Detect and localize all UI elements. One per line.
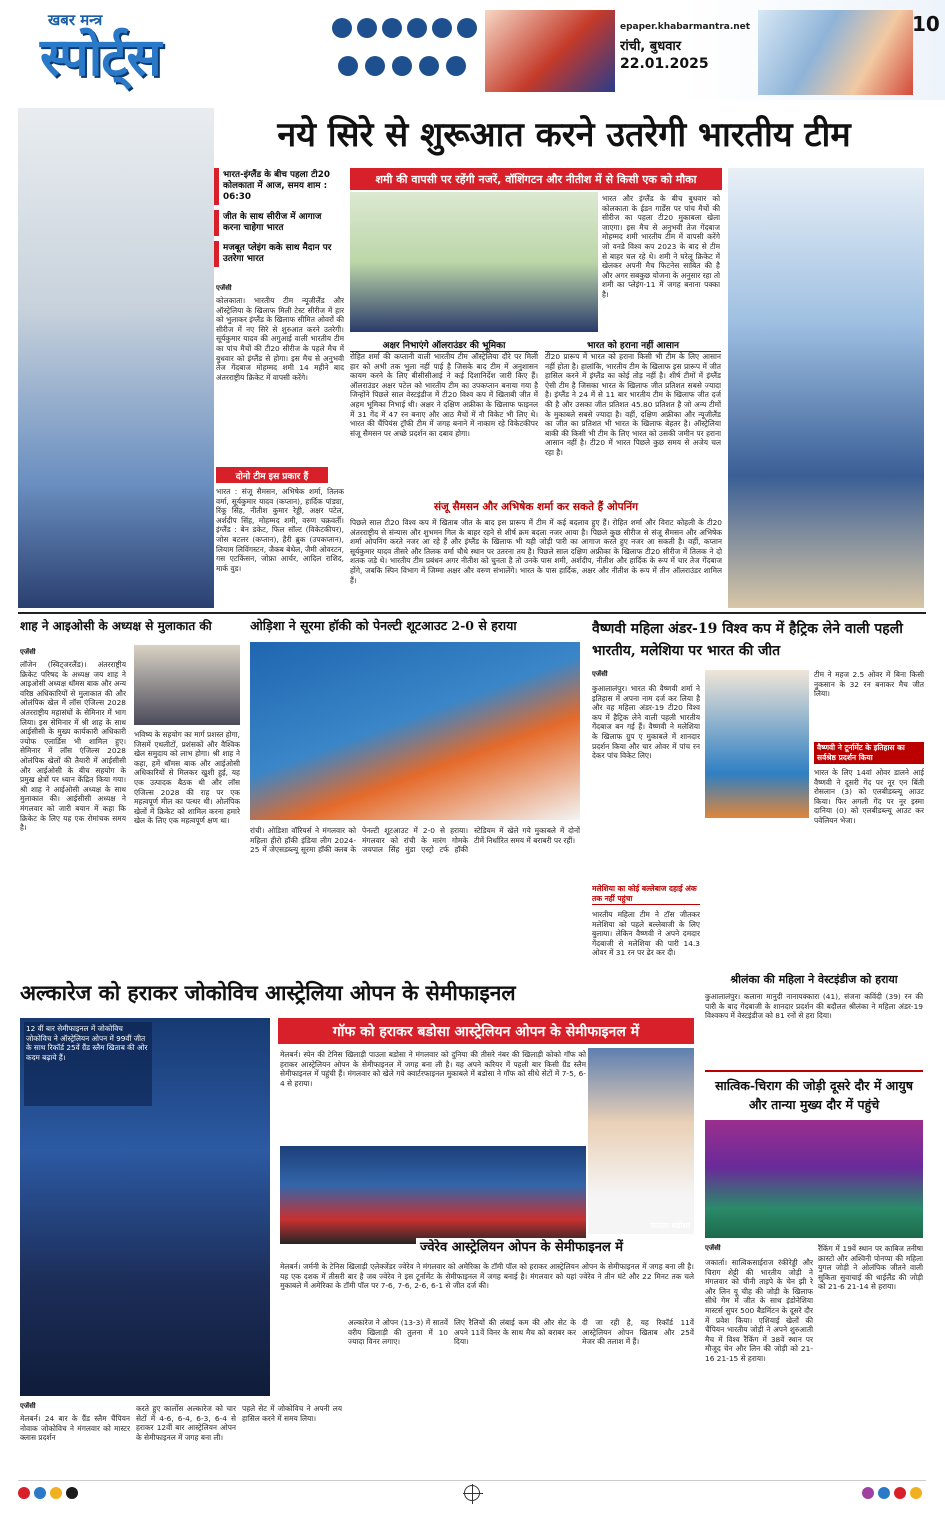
col-a-text: रोहित शर्मा की कप्तानी वाली भारतीय टीम ऑस्ट्रेलिया दौरे पर मिली हार को अभी तक भुला नहीं पाई है जिसके बाद टीम में अनुशासन कायम करने के लिए बीसीसीआई ने कई दिशानिर्देश जारी किए हैं। ऑलराउंडर अक्षर पटेल को भारतीय टीम का उपकप्तान बनाया गया है जिन्होंने पिछले साल वेस्टइंडीज में टी20 विश्व कप में खिताबी जीत में अहम भूमिका निभाई थी। अक्षर ने दक्षिण अफ्रीका के खिलाफ फाइनल में 31 गेंद में 47 रन बनाए और आठ मैचों में नौ विकेट भी लिए थे। भारत की चैंपियंस ट्रॉफी टीम में जगह बनाने में नाकाम रहे विकेटकीपर संजू सैमसन पर अच्छे प्रदर्शन का दबाव होगा। [350, 352, 538, 438]
satwik-headline: सात्विक-चिराग की जोड़ी दूसरे दौर में आयुष और तान्या मुख्य दौर में पहुंचे [715, 1078, 913, 1112]
vaishnavi-subhead: मलेशिया का कोई बल्लेबाज दहाई अंक तक नहीं पहुंचा [592, 884, 700, 905]
badosa-photo [588, 1048, 694, 1234]
badosa-headline: गॉफ को हराकर बडोसा आस्ट्रेलियन ओपन के सेमीफाइनल में [278, 1018, 694, 1044]
sports-pictogram-icons [330, 14, 480, 88]
main-headline: नये सिरे से शुरूआत करने उतरेगी भारतीय टीम [277, 115, 851, 155]
shah-meeting-photo [134, 645, 240, 725]
vaishnavi-text-4: भारत के लिए 14वां ओवर डालने आई वैष्णवी ने दूसरी गेंद पर नूर एन बिंती रोसलान (3) को एलबीडब्ल्यू आउट किया। फिर अगली गेंद पर नूर इस्मा दानिया (0) को एलबीडब्ल्यू आउट कर पवेलियन भेजा। [814, 768, 924, 825]
main-mid-top-text: भारत और इंग्लैंड के बीच बुधवार को कोलकाता के ईडन गार्डेंस पर पांच मैचों की सीरीज का पहला टी20 मुकाबला खेला जाएगा। इस मैच से अनुभवी तेज गेंदबाज मोहम्मद शमी भारतीय टीम में वापसी करेंगे जो वनडे विश्व कप 2023 के बाद से टीम से बाहर चल रहे थे। शमी ने घरेलू क्रिकेट में खेलकर अपनी मैच फिटनेस साबित की है और अगर सबकुछ योजना के अनुसार रहा तो शमी का प्लेइंग-11 में जगह बनाना पक्का है। [602, 194, 720, 299]
color-dot-3 [50, 1487, 62, 1499]
djokovic-caption: 12 वीं बार सेमीफाइनल में जोकोविच जोकोविच ने ऑस्ट्रेलियन ओपन में 99वीं जीत के साथ रिकॉर्ड 25वें ग्रैंड स्लैम खिताब की ओर कदम बढ़ाये हैं। [24, 1022, 152, 1106]
shah-text-2: भविष्य के सहयोग का मार्ग प्रशस्त होगा, जिसमें एथलीटों, प्रशंसकों और वैश्विक खेल समुदाय को लाभ होगा। श्री शाह ने कहा, हमें थॉमस बाक और आईओसी अधिकारियों से मिलकर खुशी हुई, यह एक उत्पादक बैठक थी और लॉस एंजिल्स 2028 की राह पर एक महत्वपूर्ण मील का पत्थर थी। ओलंपिक खेलों में क्रिकेट को शामिल करना हमारे खेल के लिए एक महत्वपूर्ण क्षण था। [134, 730, 240, 826]
vaishnavi-text-1: कुआलालंपुर। भारत की वैष्णवी शर्मा ने इतिहास में अपना नाम दर्ज कर लिया है और वह महिला अंडर-19 टी20 विश्व कप में हैट्रिक लेने वाली पहली भारतीय गेंदबाज बन गई हैं। वैष्णवी ने मलेशिया के खिलाफ ग्रुप ए मुकाबले में शानदार प्रदर्शन किया और चार ओवर में पांच रन देकर पांच विकेट लिए। [592, 684, 700, 761]
main-dateline: एजेंसी [216, 284, 232, 292]
color-dot-7 [894, 1487, 906, 1499]
main-bullets [214, 168, 344, 278]
header-sports-collage [758, 10, 913, 95]
srilanka-text: कुआलालंपुर। कलाना मानुदी नानायक्कारा (41), संजना कविंदी (39) रन की पारी के बाद गेंदबाजी के शानदार प्रदर्शन की बदौलत श्रीलंका ने महिला अंडर-19 विश्वकप में वेस्टइंडीज को 81 रनों से हरा दिया। [705, 992, 923, 1021]
shami-bowling-photo [728, 168, 924, 608]
zverev-headline: ज्वेरेव आस्ट्रेलियन ओपन के सेमीफाइनल में [416, 1238, 692, 1258]
djokovic-text-6: दी जा रही है, यह रिकॉर्ड 11वें आस्ट्रेलियन ओपन खिताब और 25वें मेजर की तलाश में हैं। [582, 1318, 694, 1347]
satwik-dateline: एजेंसी [705, 1244, 721, 1252]
shah-dateline: एजेंसी [20, 648, 36, 656]
djokovic-text-1: मेलबर्न। 24 बार के ग्रैंड स्लैम चैंपियन नोवाक जोकोविच ने मंगलवार को मास्टर क्लास प्रदर्शन [20, 1414, 130, 1443]
teams-title: दोनो टीम इस प्रकार हैं [216, 467, 328, 483]
hockey-match-photo [250, 642, 580, 820]
footer-dots-right [862, 1487, 926, 1499]
vaishnavi-subhead-2: वैष्णवी ने टूर्नामेंट के इतिहास का सर्वश्रेष्ठ प्रदर्शन किया [814, 742, 924, 764]
badosa-text: मेलबर्न। स्पेन की टेनिस खिलाड़ी पाउला बडोसा ने मंगलवार को दुनिया की तीसरे नंबर की खिलाड़ी कोको गॉफ को हराकर आस्ट्रेलियन ओपन के सेमीफाइनल में जगह बना ली है। यह अपने करियर में पहली बार किसी ग्रैंड स्लैम सेमीफाइनल में पहुंची हैं। मंगलवार को खेले गये क्वार्टरफाइनल मुकाबले में बडोसा ने गॉफ को सीधे सेटों में 7-5, 6-4 से हराया। [280, 1050, 586, 1088]
col-b-title: भारत को हराना नहीं आसान [545, 338, 721, 352]
masthead [0, 0, 945, 100]
city-day: रांची, बुधवार [620, 39, 682, 54]
zverev-photo [280, 1146, 586, 1244]
col-b-text: टी20 प्रारूप में भारत को हराना किसी भी टीम के लिए आसान नहीं होता है। हालांकि, भारतीय टीम के खिलाफ इस प्रारूप में जीत हासिल करने में इंग्लैंड का कोई तोड़ नहीं है। शीर्ष टीमों में इंग्लैंड ऐसी टीम है जिसका भारत के खिलाफ जीत प्रतिशत सबसे ज्यादा है। इंग्लैंड ने 24 में से 11 बार भारतीय टीम के खिलाफ जीत दर्ज की है और उसका जीत प्रतिशत 45.80 प्रतिशत है जो अन्य टीमों के मुकाबले सबसे ज्यादा है। वहीं, दक्षिण अफ्रीका और न्यूजीलैंड का जीत का प्रतिशत भी भारत के खिलाफ बेहतर है। ऑस्ट्रेलिया बाकी की किसी भी टीम के लिए भारत को उसकी जमीन पर हराना आसान नहीं है। टी20 में भारत पिछले कुछ समय से अजेय चल रहा है। [545, 352, 721, 457]
sports-icons-strip [330, 14, 480, 88]
page-number: 10 [912, 12, 940, 36]
col-a-title: अक्षर निभाएंगे ऑलराउंडर की भूमिका [350, 338, 538, 352]
main-left-text: कोलकाता। भारतीय टीम न्यूजीलैंड और ऑस्ट्रेलिया के खिलाफ मिली टेस्ट सीरीज में हार को भुलाकर इंग्लैंड के खिलाफ सीमित ओवरों की सीरीज में नए सिरे से शुरुआत करने उतरेगी। सूर्यकुमार यादव की अगुआई वाली भारतीय टीम का पांच मैचों की टी20 सीरीज के पहले मैच में बुधवार को इंग्लैंड से होगा। इस मैच से अनुभवी तेज गेंदबाज मोहम्मद शमी 14 महीने बाद अंतरराष्ट्रीय क्रिकेट में वापसी करेंगे। [216, 296, 344, 382]
vaishnavi-text-2: भारतीय महिला टीम ने टॉस जीतकर मलेशिया को पहले बल्लेबाजी के लिए बुलाया। लेकिन वैष्णवी ने अपने दमदार गेंदबाजी से मलेशिया की पारी 14.3 ओवर में 31 रन पर ढेर कर दी। [592, 910, 700, 958]
gambhir-surya-photo [350, 192, 598, 332]
main-red-strip: शमी की वापसी पर रहेंगी नजरें, वॉशिंगटन और नीतीश में से किसी एक को मौका [350, 168, 722, 190]
brand-logo [18, 10, 318, 95]
color-dot-2 [34, 1487, 46, 1499]
djokovic-headline: अल्कारेज को हराकर जोकोविच आस्ट्रेलिया ओपन के सेमीफाइनल [20, 980, 516, 1005]
satwik-headline-box [705, 1070, 923, 1118]
color-dot-8 [910, 1487, 922, 1499]
vaishnavi-text-3: टीम ने महज 2.5 ओवर में बिना किसी नुकसान के 32 रन बनाकर मैच जीत लिया। [814, 670, 924, 699]
color-dot-1 [18, 1487, 30, 1499]
zverev-text: मेलबर्न। जर्मनी के टेनिस खिलाड़ी एलेक्जेंडर ज्वेरेव ने मंगलवार को अमेरिका के टॉमी पॉल को हराकर आस्ट्रेलियन ओपन के सेमीफाइनल में जगह बना ली है। यह एक दशक में तीसरी बार है जब ज्वेरेव ने इस टूर्नामेंट के सेमीफाइनल में जगह बनाई है। मंगलवार को यहां ज्वेरेव ने तीन घंटे और 22 मिनट तक चले मुकाबले में अमेरिका के टॉमी पॉल पर 7-6, 7-6, 2-6, 6-1 से जीत दर्ज की। [280, 1262, 694, 1291]
footer-bar [18, 1480, 926, 1504]
shah-headline: शाह ने आइओसी के अध्यक्ष से मुलाकात की [20, 619, 212, 633]
satwik-text: जकार्ता। सात्विकसाईराज रंकीरेड्डी और चिराग शेट्टी की भारतीय जोड़ी ने मंगलवार को चीनी ताइपे के चेन झी रे और लिन यू चीह की जोड़ी के खिलाफ सीधे गेम में जीत के साथ इंडोनेशिया मास्टर्स सुपर 500 बैडमिंटन के दूसरे दौर में प्रवेश किया। एशियाई खेलों की चैंपियन भारतीय जोड़ी ने अपने शुरुआती मैच में विश्व रैंकिंग में 38वें स्थान पर मौजूद चेन और लिन की जोड़ी को 21-16 21-15 से हराया। [705, 1258, 813, 1363]
color-dot-4 [66, 1487, 78, 1499]
odisha-headline: ओड़िशा ने सूरमा हॉकी को पेनल्टी शूटआउट 2-0 से हराया [250, 618, 517, 633]
opening-title: संजू सैमसन और अभिषेक शर्मा कर सकते हैं ओपनिंग [433, 501, 639, 513]
header-athlete-art [485, 10, 615, 92]
color-dot-6 [878, 1487, 890, 1499]
brand-big: स्पोर्ट्स [40, 28, 161, 88]
color-dot-5 [862, 1487, 874, 1499]
satwik-text-2: रैंकिंग में 19वें स्थान पर काबिज तनीषा क्रास्टो और अश्विनी पोनप्पा की महिला युगल जोड़ी ने ओलंपिक जीतने वाली सुकिता सुवाचाई की थाईलैंड की जोड़ी को 21-6 21-14 से हराया। [818, 1244, 923, 1292]
djokovic-dateline: एजेंसी [20, 1402, 36, 1410]
vaishnavi-headline: वैष्णवी महिला अंडर-19 विश्व कप में हैट्रिक लेने वाली पहली भारतीय, मलेशिया पर भारत की जीत [592, 621, 903, 659]
footer-dots-left [18, 1487, 82, 1499]
vaishnavi-photo [705, 670, 809, 818]
surya-batting-photo [18, 108, 214, 608]
djokovic-text-3: पहले सेट में जोकोविच ने अपनी लय हासिल करने में समय लिया। [242, 1404, 342, 1423]
opening-text: पिछले साल टी20 विश्व कप में खिताब जीत के बाद इस प्रारूप में टीम में कई बदलाव हुए हैं। रोहित शर्मा और विराट कोहली के टी20 अंतरराष्ट्रीय से संन्यास और शुभमन गिल के बाहर रहने से शीर्ष क्रम बदला नजर आया है। पिछले कुछ सीरीज से संजू सैमसन और अभिषेक शर्मा ओपनिंग करते नजर आ रहे हैं और इंग्लैंड के खिलाफ भी यही जोड़ी पारी का आगाज करते हुए नजर आ सकती है। वहीं, कप्तान सूर्यकुमार यादव तीसरे और तिलक वर्मा चौथे स्थान पर उतरना तय है। पिछले साल दक्षिण अफ्रीका के खिलाफ टी20 सीरीज में तिलक ने दो शतक जड़े थे। भारतीय टीम प्रबंधन अगर नीतीश को चुनता है तो उनके पास शमी, अर्शदीप, नीतीश और हार्दिक के रूप में चार तेज गेंदबाज होंगे, जबकि स्पिन विभाग में जिम्मा अक्षर और वरुण संभालेंगे। भारत के पास हार्दिक, अक्षर और नीतीश के रूप में तीन ऑलराउंडर शामिल हैं। [350, 518, 722, 585]
bullet-3: मजबूत प्लेइंग कके साथ मैदान पर उतरेगा भारत [214, 241, 344, 267]
djokovic-text-2: करते हुए कार्लोस अल्कारेज को चार सेटों में 4-6, 6-4, 6-3, 6-4 से हराकर 12वीं बार आस्ट्रेलियन ओपन के सेमीफाइनल में जगह बना ली। [136, 1404, 236, 1442]
issue-date: 22.01.2025 [620, 56, 709, 72]
shah-text-1: लॉजेन (स्विट्जरलैंड)। अंतरराष्ट्रीय क्रिकेट परिषद के अध्यक्ष जय शाह ने आइओसी अध्यक्ष थॉमस बाक और अन्य वरिष्ठ अधिकारियों से मुलाकात की और ओलंपिक खेल में लॉस एंजिल्स 2028 अंतरराष्ट्रीय महासंघों के सेमिनार में भाग लिया। इस सेमिनार में श्री शाह के साथ आईसीसी के मुख्य कार्यकारी अधिकारी ज्योफ एलार्डिस भी शामिल हुए। सेमिनार में लॉस एंजिल्स 2028 ओलंपिक खेलों की तैयारी में आईसीसी और आईओसी के बीच सहयोग के प्रमुख क्षेत्रों पर ध्यान केंद्रित किया गया। श्री शाह ने आईओसी अध्यक्ष के साथ मुलाकात की। आईसीसी अध्यक्ष ने मंगलवार को जारी बयान में कहा कि क्रिकेट के लिए यह एक रोमांचक समय है। [20, 660, 126, 833]
registration-mark-icon [464, 1485, 480, 1501]
odisha-text: रांची। ओडिशा वॉरियर्स ने मंगलवार को महिला हीरो हॉकी इंडिया लीग 2024-25 में जेएसडब्ल्यू सूरमा हॉकी क्लब के पेनल्टी शूटआउट में 2-0 से हराया। मंगलवार को रांची के मारंग गोमके जयपाल सिंह मुंडा एस्ट्रो टर्फ हॉकी स्टेडियम में खेले गये मुकाबले में दोनों टीमें निर्धारित समय में बराबरी पर रहीं। [250, 826, 580, 855]
bullet-1: भारत-इंग्लैंड के बीच पहला टी20 कोलकाता में आज, समय शाम : 06:30 [214, 168, 344, 205]
djokovic-text-5: लिए रैलियों की लंबाई कम की और सेट के अपने 11वें विनर के साथ मैच को बराबर कर दिया। [454, 1318, 576, 1347]
djokovic-text-4: अल्कारेज ने ओपन (13-3) में सातवें वरीय खिलाड़ी की तुलना में 10 ज्यादा विनर लगाए। [348, 1318, 448, 1347]
satwik-chirag-photo [705, 1120, 923, 1238]
teams-text: भारत : संजू सैमसन, अभिषेक शर्मा, तिलक वर्मा, सूर्यकुमार यादव (कप्तान), हार्दिक पांड्या, रिंकू सिंह, नीतीश कुमार रेड्डी, अक्षर पटेल, अर्शदीप सिंह, मोहम्मद शमी, वरुण चक्रवर्ती। इंग्लैंड : बेन डकेट, फिल सॉल्ट (विकेटकीपर), जोस बटलर (कप्तान), हैरी ब्रुक (उपकप्तान), लियाम लिविंगस्टन, जैकब बेथेल, जैमी ओवरटन, गस एटकिंसन, जोफ्रा आर्चर, आदिल राशिद, मार्क वुड। [216, 487, 344, 573]
badosa-caption: पाउला बडोसा [650, 1221, 690, 1230]
site-url[interactable]: epaper.khabarmantra.net [620, 22, 750, 32]
divider-main [18, 612, 926, 614]
bullet-2: जीत के साथ सीरीज में आगाज करना चाहेगा भारत [214, 210, 344, 236]
srilanka-headline: श्रीलंका की महिला ने वेस्टइंडीज को हराया [730, 973, 898, 986]
brand-small: खबर मन्त्र [48, 11, 103, 29]
header-info [620, 22, 750, 82]
vaishnavi-dateline: एजेंसी [592, 670, 608, 678]
